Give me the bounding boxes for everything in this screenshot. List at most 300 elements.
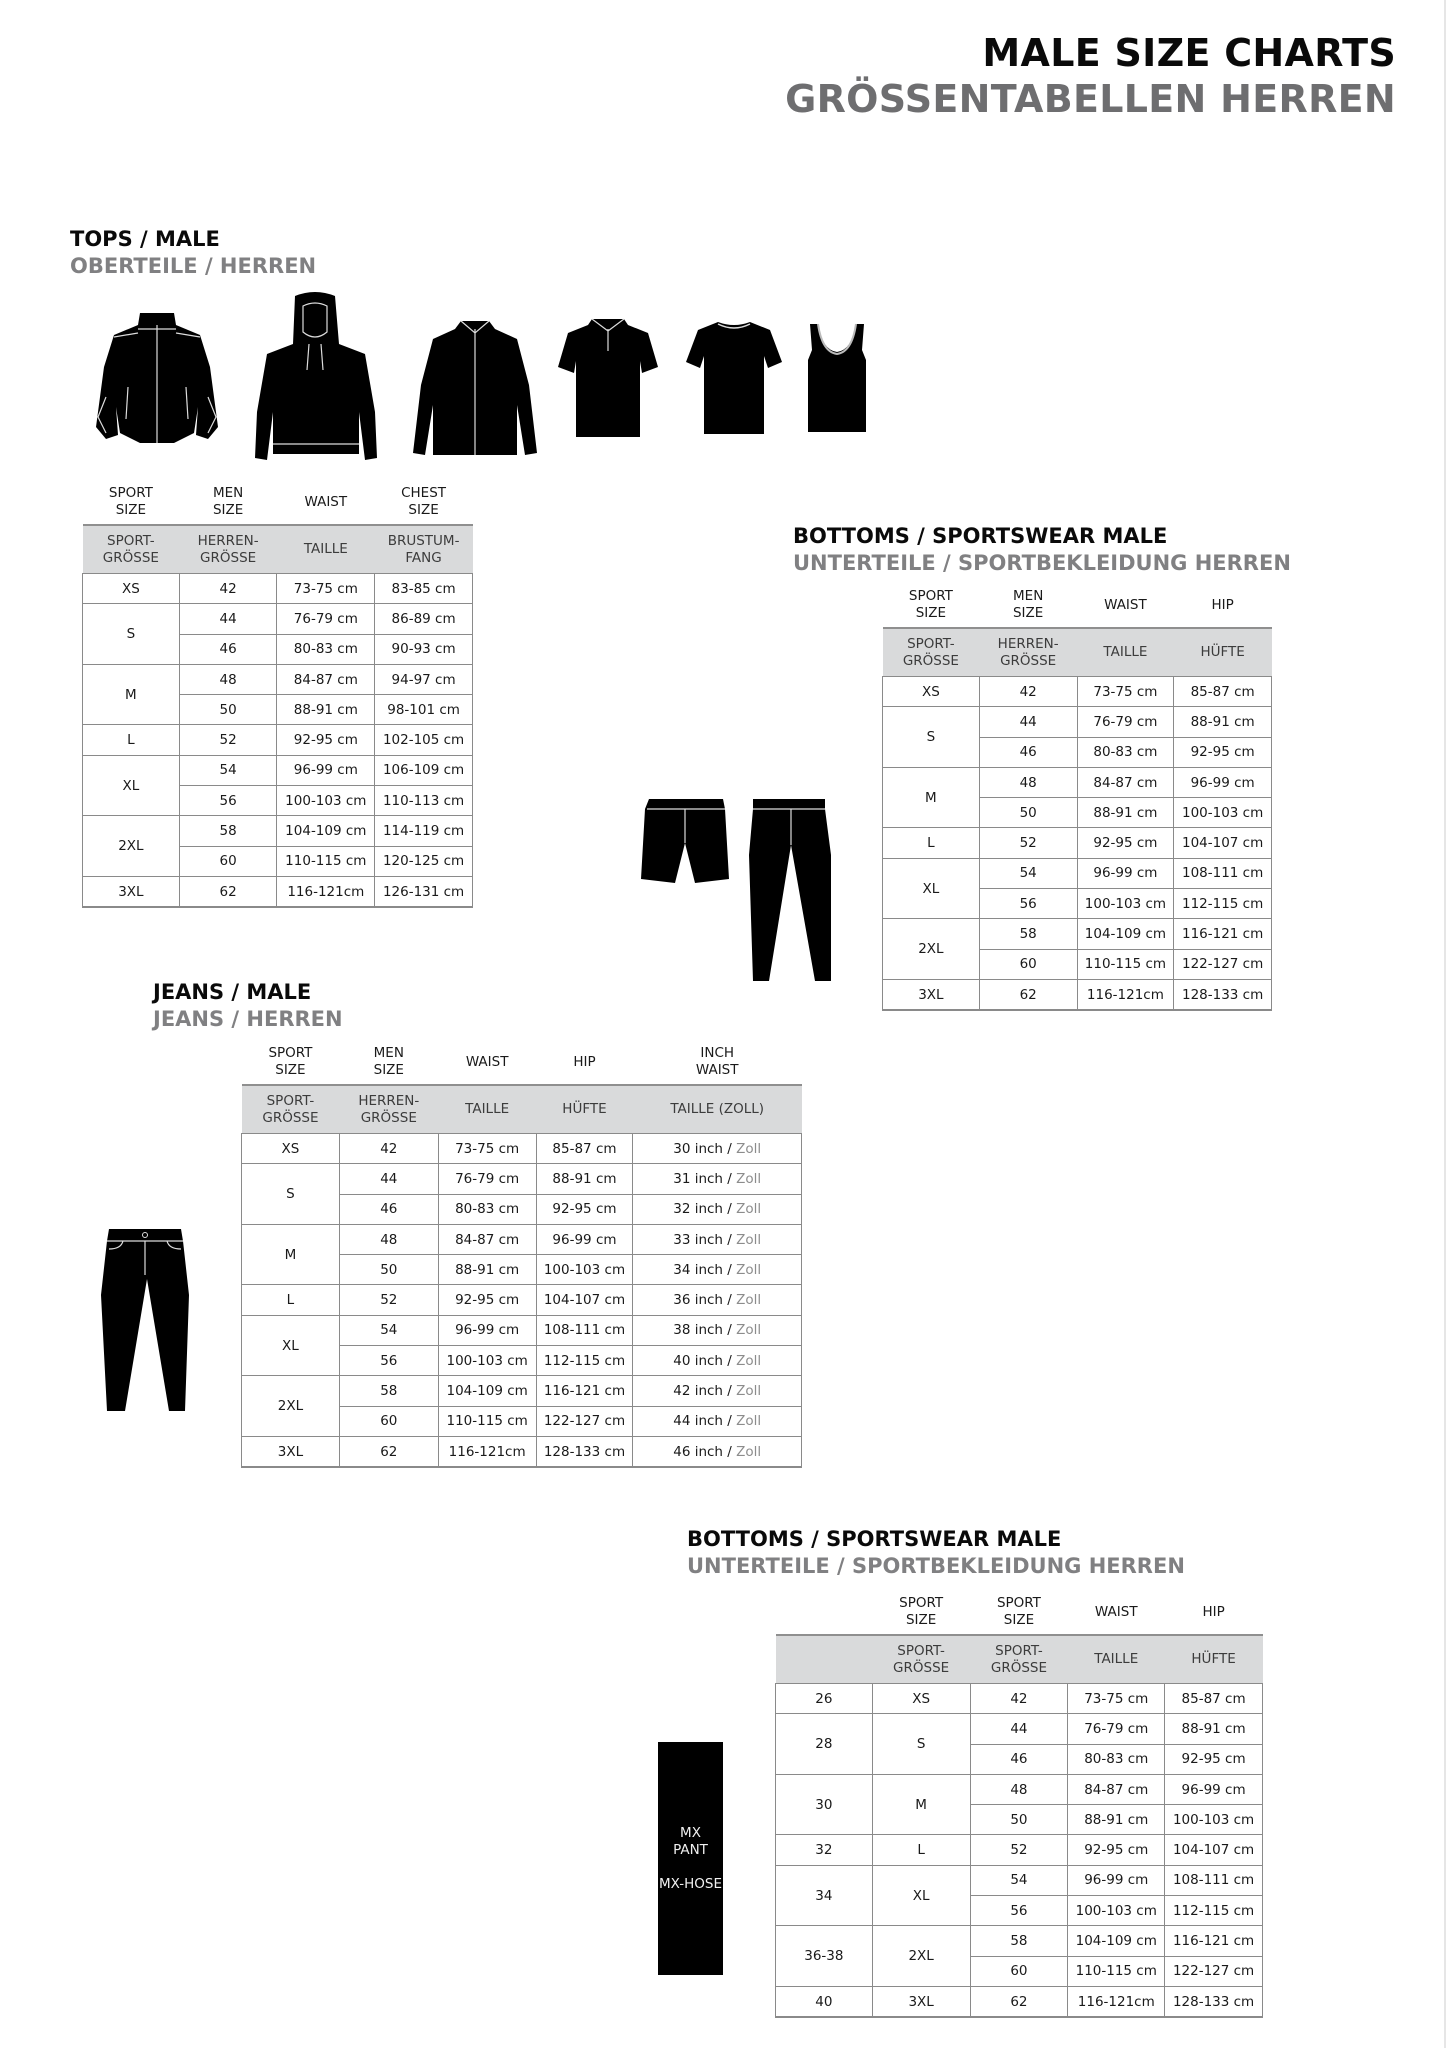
zoll-unit: Zoll xyxy=(736,1352,762,1369)
sport-size-cell: 3XL xyxy=(883,979,980,1010)
waist-cell: 73-75 cm xyxy=(1068,1684,1165,1714)
waist-cell: 116-121cm xyxy=(1077,979,1174,1010)
hip-cell: 100-103 cm xyxy=(536,1255,633,1285)
bottoms-sportswear-size-table xyxy=(882,583,1272,1011)
sport-size-cell: L xyxy=(83,725,180,755)
chest-cell: 94-97 cm xyxy=(375,664,473,694)
col-huefte: HÜFTE xyxy=(536,1085,633,1134)
sport-size-cell: 2XL xyxy=(872,1926,970,1987)
tops-heading: TOPS / MALE xyxy=(70,227,220,251)
zoll-unit: Zoll xyxy=(736,1140,762,1157)
hip-cell: 122-127 cm xyxy=(1165,1956,1263,1986)
long-sleeve-shirt-icon xyxy=(413,315,538,465)
zoll-unit: Zoll xyxy=(736,1292,762,1309)
hip-cell: 104-107 cm xyxy=(1174,828,1272,858)
waist-cell: 96-99 cm xyxy=(1077,858,1174,888)
men-size-cell: 46 xyxy=(179,634,277,664)
table-row xyxy=(776,1774,1263,1804)
waist-cell: 92-95 cm xyxy=(277,725,375,755)
col-sportgroesse: SPORT- GRÖSSE xyxy=(83,525,180,574)
waist-cell: 76-79 cm xyxy=(277,604,375,634)
men-size-cell: 60 xyxy=(979,949,1077,979)
inch-waist-cell xyxy=(633,1315,802,1345)
header-row-en xyxy=(83,480,473,525)
men-size-cell: 56 xyxy=(339,1346,438,1376)
table-row xyxy=(242,1134,802,1164)
sport-size-cell: M xyxy=(872,1774,970,1835)
men-size-cell: 50 xyxy=(339,1255,438,1285)
men-size-cell: 42 xyxy=(339,1134,438,1164)
men-size-cell: 46 xyxy=(970,1744,1068,1774)
table-row xyxy=(83,725,473,755)
waist-cell: 88-91 cm xyxy=(438,1255,536,1285)
inch-value: 33 inch / xyxy=(673,1231,737,1248)
men-size-cell: 42 xyxy=(970,1684,1068,1714)
hip-cell: 96-99 cm xyxy=(1174,767,1272,797)
hip-cell: 88-91 cm xyxy=(1174,707,1272,737)
mx-size-cell: 36-38 xyxy=(776,1926,873,1987)
table-row xyxy=(883,707,1272,737)
waist-cell: 110-115 cm xyxy=(438,1406,536,1436)
mx-label-line2: PANT xyxy=(673,1841,708,1858)
sport-size-cell: 3XL xyxy=(83,876,180,907)
jeans-heading-block xyxy=(153,979,343,1033)
chest-cell: 98-101 cm xyxy=(375,695,473,725)
bottoms-mx-size-table xyxy=(775,1590,1263,2018)
waist-cell: 88-91 cm xyxy=(277,695,375,725)
men-size-cell: 58 xyxy=(339,1376,438,1406)
bottoms-sportswear-heading-block xyxy=(793,523,1291,577)
men-size-cell: 50 xyxy=(970,1805,1068,1835)
mx-size-cell: 26 xyxy=(776,1684,873,1714)
waist-cell: 116-121cm xyxy=(1068,1986,1165,2017)
waist-cell: 73-75 cm xyxy=(438,1134,536,1164)
mx-label-line3: MX-HOSE xyxy=(659,1875,722,1892)
table-row xyxy=(83,574,473,604)
hip-cell: 88-91 cm xyxy=(1165,1714,1263,1744)
men-size-cell: 62 xyxy=(979,979,1077,1010)
waist-cell: 110-115 cm xyxy=(1077,949,1174,979)
table-row xyxy=(242,1376,802,1406)
hip-cell: 85-87 cm xyxy=(1174,677,1272,707)
table-row xyxy=(242,1315,802,1345)
chest-cell: 110-113 cm xyxy=(375,786,473,816)
inch-waist-cell xyxy=(633,1406,802,1436)
header-row-en xyxy=(242,1040,802,1085)
hoodie-icon xyxy=(253,292,378,462)
table-row xyxy=(883,858,1272,888)
sport-size-cell: XS xyxy=(242,1134,340,1164)
inch-value: 32 inch / xyxy=(673,1201,737,1218)
waist-cell: 84-87 cm xyxy=(277,664,375,694)
men-size-cell: 48 xyxy=(339,1224,438,1254)
bottoms-sportswear-table-body xyxy=(883,677,1272,1011)
col-men-size: MEN SIZE xyxy=(339,1040,438,1085)
header-row-de xyxy=(242,1085,802,1134)
col-sportgroesse: SPORT- GRÖSSE xyxy=(883,628,980,677)
men-size-cell: 56 xyxy=(179,786,277,816)
mx-size-cell: 28 xyxy=(776,1714,873,1775)
sport-size-cell: 2XL xyxy=(83,816,180,877)
waist-cell: 96-99 cm xyxy=(438,1315,536,1345)
table-row xyxy=(242,1436,802,1467)
hip-cell: 108-111 cm xyxy=(1174,858,1272,888)
waist-cell: 92-95 cm xyxy=(438,1285,536,1315)
table-row xyxy=(776,1684,1263,1714)
hip-cell: 116-121 cm xyxy=(1174,919,1272,949)
jeans-heading: JEANS / MALE xyxy=(153,980,312,1004)
col-sport-size: SPORT SIZE xyxy=(883,583,980,628)
chest-cell: 86-89 cm xyxy=(375,604,473,634)
men-size-cell: 52 xyxy=(970,1835,1068,1865)
page-title-block xyxy=(785,30,1396,122)
col-waist: WAIST xyxy=(1068,1590,1165,1635)
waist-cell: 76-79 cm xyxy=(1077,707,1174,737)
sport-size-cell: XL xyxy=(872,1865,970,1926)
sport-size-cell: XL xyxy=(883,858,980,919)
tops-size-table xyxy=(82,480,473,908)
men-size-cell: 48 xyxy=(979,767,1077,797)
col-men-size: MEN SIZE xyxy=(179,480,277,525)
mx-size-cell: 40 xyxy=(776,1986,873,2017)
waist-cell: 92-95 cm xyxy=(1068,1835,1165,1865)
sport-size-cell: 3XL xyxy=(872,1986,970,2017)
col-waist: WAIST xyxy=(438,1040,536,1085)
sport-size-cell: XS xyxy=(872,1684,970,1714)
sport-size-cell: XL xyxy=(242,1315,340,1376)
jeans-icon xyxy=(97,1225,193,1415)
col-taille-zoll: TAILLE (ZOLL) xyxy=(633,1085,802,1134)
men-size-cell: 52 xyxy=(339,1285,438,1315)
table-row xyxy=(83,876,473,907)
waist-cell: 104-109 cm xyxy=(438,1376,536,1406)
table-row xyxy=(883,979,1272,1010)
sport-size-cell: XS xyxy=(883,677,980,707)
men-size-cell: 44 xyxy=(179,604,277,634)
polo-shirt-icon xyxy=(556,315,661,440)
hip-cell: 116-121 cm xyxy=(1165,1926,1263,1956)
shorts-icon xyxy=(637,795,732,890)
waist-cell: 88-91 cm xyxy=(1068,1805,1165,1835)
sport-size-cell: M xyxy=(242,1224,340,1285)
hip-cell: 92-95 cm xyxy=(536,1194,633,1224)
tops-table-body xyxy=(83,574,473,908)
col-herrengroesse: HERREN- GRÖSSE xyxy=(339,1085,438,1134)
sport-size-cell: L xyxy=(883,828,980,858)
waist-cell: 116-121cm xyxy=(438,1436,536,1467)
inch-waist-cell xyxy=(633,1164,802,1194)
waist-cell: 100-103 cm xyxy=(1068,1896,1165,1926)
col-mx-size xyxy=(776,1590,873,1635)
hip-cell: 96-99 cm xyxy=(1165,1774,1263,1804)
sport-size-cell: 2XL xyxy=(883,919,980,980)
col-hip: HIP xyxy=(1165,1590,1263,1635)
tops-heading-block xyxy=(70,226,316,280)
men-size-cell: 42 xyxy=(179,574,277,604)
col-herrengroesse: HERREN- GRÖSSE xyxy=(179,525,277,574)
col-men-size: MEN SIZE xyxy=(979,583,1077,628)
table-row xyxy=(776,1865,1263,1895)
hip-cell: 96-99 cm xyxy=(536,1224,633,1254)
zoll-unit: Zoll xyxy=(736,1201,762,1218)
sport-size-cell: M xyxy=(83,664,180,725)
inch-value: 31 inch / xyxy=(673,1170,737,1187)
zoll-unit: Zoll xyxy=(736,1170,762,1187)
inch-value: 44 inch / xyxy=(673,1413,737,1430)
hip-cell: 128-133 cm xyxy=(1174,979,1272,1010)
men-size-cell: 62 xyxy=(339,1436,438,1467)
hip-cell: 92-95 cm xyxy=(1165,1744,1263,1774)
men-size-cell: 46 xyxy=(979,737,1077,767)
table-row xyxy=(883,919,1272,949)
header-row-en xyxy=(883,583,1272,628)
col-herrengroesse: HERREN- GRÖSSE xyxy=(979,628,1077,677)
page-title: MALE SIZE CHARTS xyxy=(982,31,1396,75)
waist-cell: 96-99 cm xyxy=(277,755,375,785)
waist-cell: 104-109 cm xyxy=(277,816,375,846)
waist-cell: 80-83 cm xyxy=(1068,1744,1165,1774)
col-sport-size: SPORT SIZE xyxy=(242,1040,340,1085)
waist-cell: 96-99 cm xyxy=(1068,1865,1165,1895)
table-row xyxy=(883,767,1272,797)
inch-waist-cell xyxy=(633,1436,802,1467)
waist-cell: 73-75 cm xyxy=(277,574,375,604)
hip-cell: 88-91 cm xyxy=(536,1164,633,1194)
waist-cell: 76-79 cm xyxy=(438,1164,536,1194)
bottoms-mx-heading-block xyxy=(687,1526,1185,1580)
mx-size-cell: 30 xyxy=(776,1774,873,1835)
waist-cell: 80-83 cm xyxy=(277,634,375,664)
col-sportgroesse: SPORT- GRÖSSE xyxy=(242,1085,340,1134)
men-size-cell: 42 xyxy=(979,677,1077,707)
sport-size-cell: XL xyxy=(83,755,180,816)
men-size-cell: 44 xyxy=(339,1164,438,1194)
col-brustumfang: BRUSTUM- FANG xyxy=(375,525,473,574)
hip-cell: 128-133 cm xyxy=(536,1436,633,1467)
col-huefte: HÜFTE xyxy=(1165,1635,1263,1684)
hip-cell: 112-115 cm xyxy=(1174,889,1272,919)
inch-value: 42 inch / xyxy=(673,1383,737,1400)
col-sportgroesse: SPORT- GRÖSSE xyxy=(872,1635,970,1684)
col-hip: HIP xyxy=(1174,583,1272,628)
col-waist: WAIST xyxy=(277,480,375,525)
waist-cell: 76-79 cm xyxy=(1068,1714,1165,1744)
inch-value: 40 inch / xyxy=(673,1352,737,1369)
hip-cell: 128-133 cm xyxy=(1165,1986,1263,2017)
men-size-cell: 60 xyxy=(339,1406,438,1436)
hip-cell: 112-115 cm xyxy=(536,1346,633,1376)
waist-cell: 104-109 cm xyxy=(1068,1926,1165,1956)
men-size-cell: 62 xyxy=(179,876,277,907)
chest-cell: 106-109 cm xyxy=(375,755,473,785)
jeans-size-table xyxy=(241,1040,802,1468)
bottoms-sportswear-subheading: UNTERTEILE / SPORTBEKLEIDUNG HERREN xyxy=(793,551,1291,575)
col-hip: HIP xyxy=(536,1040,633,1085)
page-edge xyxy=(1444,0,1446,2048)
waist-cell: 92-95 cm xyxy=(1077,828,1174,858)
zoll-unit: Zoll xyxy=(736,1413,762,1430)
inch-value: 38 inch / xyxy=(673,1322,737,1339)
col-huefte: HÜFTE xyxy=(1174,628,1272,677)
inch-value: 46 inch / xyxy=(673,1443,737,1460)
sport-size-cell: XS xyxy=(83,574,180,604)
hip-cell: 104-107 cm xyxy=(1165,1835,1263,1865)
hip-cell: 116-121 cm xyxy=(536,1376,633,1406)
bottoms-mx-heading: BOTTOMS / SPORTSWEAR MALE xyxy=(687,1527,1062,1551)
col-mx-size-de xyxy=(776,1635,873,1684)
inch-value: 34 inch / xyxy=(673,1261,737,1278)
sport-size-cell: S xyxy=(883,707,980,768)
table-row xyxy=(776,1714,1263,1744)
header-row-de xyxy=(776,1635,1263,1684)
table-row xyxy=(83,755,473,785)
inch-waist-cell xyxy=(633,1224,802,1254)
table-row xyxy=(776,1926,1263,1956)
col-waist: WAIST xyxy=(1077,583,1174,628)
men-size-cell: 60 xyxy=(970,1956,1068,1986)
inch-waist-cell xyxy=(633,1134,802,1164)
inch-value: 36 inch / xyxy=(673,1292,737,1309)
table-row xyxy=(883,677,1272,707)
waist-cell: 104-109 cm xyxy=(1077,919,1174,949)
mx-label-line1: MX xyxy=(680,1824,701,1841)
men-size-cell: 56 xyxy=(979,889,1077,919)
inch-waist-cell xyxy=(633,1194,802,1224)
table-row xyxy=(776,1986,1263,2017)
col-sportgroesse-2: SPORT- GRÖSSE xyxy=(970,1635,1068,1684)
waist-cell: 116-121cm xyxy=(277,876,375,907)
men-size-cell: 48 xyxy=(970,1774,1068,1804)
mx-size-cell: 34 xyxy=(776,1865,873,1926)
col-inch-waist: INCH WAIST xyxy=(633,1040,802,1085)
table-row xyxy=(83,664,473,694)
hip-cell: 112-115 cm xyxy=(1165,1896,1263,1926)
hip-cell: 100-103 cm xyxy=(1174,798,1272,828)
waist-cell: 84-87 cm xyxy=(1077,767,1174,797)
hip-cell: 108-111 cm xyxy=(1165,1865,1263,1895)
jeans-subheading: JEANS / HERREN xyxy=(153,1007,343,1031)
inch-value: 30 inch / xyxy=(673,1140,737,1157)
table-row xyxy=(883,828,1272,858)
waist-cell: 80-83 cm xyxy=(1077,737,1174,767)
men-size-cell: 58 xyxy=(970,1926,1068,1956)
table-row xyxy=(242,1164,802,1194)
sport-size-cell: 3XL xyxy=(242,1436,340,1467)
tights-icon xyxy=(745,795,833,985)
waist-cell: 84-87 cm xyxy=(1068,1774,1165,1804)
header-row-de xyxy=(883,628,1272,677)
men-size-cell: 54 xyxy=(179,755,277,785)
hip-cell: 100-103 cm xyxy=(1165,1805,1263,1835)
hip-cell: 122-127 cm xyxy=(536,1406,633,1436)
chest-cell: 120-125 cm xyxy=(375,846,473,876)
hip-cell: 85-87 cm xyxy=(1165,1684,1263,1714)
inch-waist-cell xyxy=(633,1285,802,1315)
table-row xyxy=(242,1224,802,1254)
men-size-cell: 50 xyxy=(979,798,1077,828)
men-size-cell: 58 xyxy=(179,816,277,846)
men-size-cell: 48 xyxy=(179,664,277,694)
tops-subheading: OBERTEILE / HERREN xyxy=(70,254,317,278)
table-row xyxy=(776,1835,1263,1865)
zoll-unit: Zoll xyxy=(736,1261,762,1278)
col-taille: TAILLE xyxy=(1077,628,1174,677)
men-size-cell: 54 xyxy=(970,1865,1068,1895)
men-size-cell: 56 xyxy=(970,1896,1068,1926)
waist-cell: 100-103 cm xyxy=(277,786,375,816)
chest-cell: 102-105 cm xyxy=(375,725,473,755)
waist-cell: 84-87 cm xyxy=(438,1224,536,1254)
waist-cell: 100-103 cm xyxy=(1077,889,1174,919)
col-taille: TAILLE xyxy=(438,1085,536,1134)
sport-size-cell: S xyxy=(872,1714,970,1775)
men-size-cell: 44 xyxy=(979,707,1077,737)
tank-top-icon xyxy=(806,320,868,435)
sport-size-cell: S xyxy=(242,1164,340,1225)
hip-cell: 104-107 cm xyxy=(536,1285,633,1315)
bottoms-mx-table-body xyxy=(776,1684,1263,2018)
waist-cell: 110-115 cm xyxy=(1068,1956,1165,1986)
men-size-cell: 44 xyxy=(970,1714,1068,1744)
bottoms-sportswear-heading: BOTTOMS / SPORTSWEAR MALE xyxy=(793,524,1168,548)
jacket-icon xyxy=(92,307,222,447)
table-row xyxy=(242,1285,802,1315)
waist-cell: 88-91 cm xyxy=(1077,798,1174,828)
chest-cell: 114-119 cm xyxy=(375,816,473,846)
chest-cell: 83-85 cm xyxy=(375,574,473,604)
col-sport-size: SPORT SIZE xyxy=(872,1590,970,1635)
waist-cell: 73-75 cm xyxy=(1077,677,1174,707)
mx-size-cell: 32 xyxy=(776,1835,873,1865)
men-size-cell: 46 xyxy=(339,1194,438,1224)
col-sport-size: SPORT SIZE xyxy=(83,480,180,525)
col-taille: TAILLE xyxy=(1068,1635,1165,1684)
table-row xyxy=(83,816,473,846)
zoll-unit: Zoll xyxy=(736,1231,762,1248)
t-shirt-icon xyxy=(684,318,784,438)
men-size-cell: 54 xyxy=(339,1315,438,1345)
waist-cell: 110-115 cm xyxy=(277,846,375,876)
col-sport-size-2: SPORT SIZE xyxy=(970,1590,1068,1635)
sport-size-cell: L xyxy=(242,1285,340,1315)
jeans-table-body xyxy=(242,1134,802,1468)
waist-cell: 100-103 cm xyxy=(438,1346,536,1376)
hip-cell: 108-111 cm xyxy=(536,1315,633,1345)
table-row xyxy=(83,604,473,634)
men-size-cell: 58 xyxy=(979,919,1077,949)
sport-size-cell: S xyxy=(83,604,180,665)
col-chest-size: CHEST SIZE xyxy=(375,480,473,525)
men-size-cell: 52 xyxy=(979,828,1077,858)
men-size-cell: 54 xyxy=(979,858,1077,888)
zoll-unit: Zoll xyxy=(736,1322,762,1339)
bottoms-mx-subheading: UNTERTEILE / SPORTBEKLEIDUNG HERREN xyxy=(687,1554,1185,1578)
inch-waist-cell xyxy=(633,1255,802,1285)
men-size-cell: 52 xyxy=(179,725,277,755)
inch-waist-cell xyxy=(633,1376,802,1406)
page-subtitle: GRÖSSENTABELLEN HERREN xyxy=(785,77,1396,121)
hip-cell: 85-87 cm xyxy=(536,1134,633,1164)
mx-pant-icon xyxy=(658,1742,723,1975)
hip-cell: 92-95 cm xyxy=(1174,737,1272,767)
zoll-unit: Zoll xyxy=(736,1443,762,1460)
hip-cell: 122-127 cm xyxy=(1174,949,1272,979)
sport-size-cell: 2XL xyxy=(242,1376,340,1437)
men-size-cell: 62 xyxy=(970,1986,1068,2017)
col-taille: TAILLE xyxy=(277,525,375,574)
sport-size-cell: L xyxy=(872,1835,970,1865)
sport-size-cell: M xyxy=(883,767,980,828)
